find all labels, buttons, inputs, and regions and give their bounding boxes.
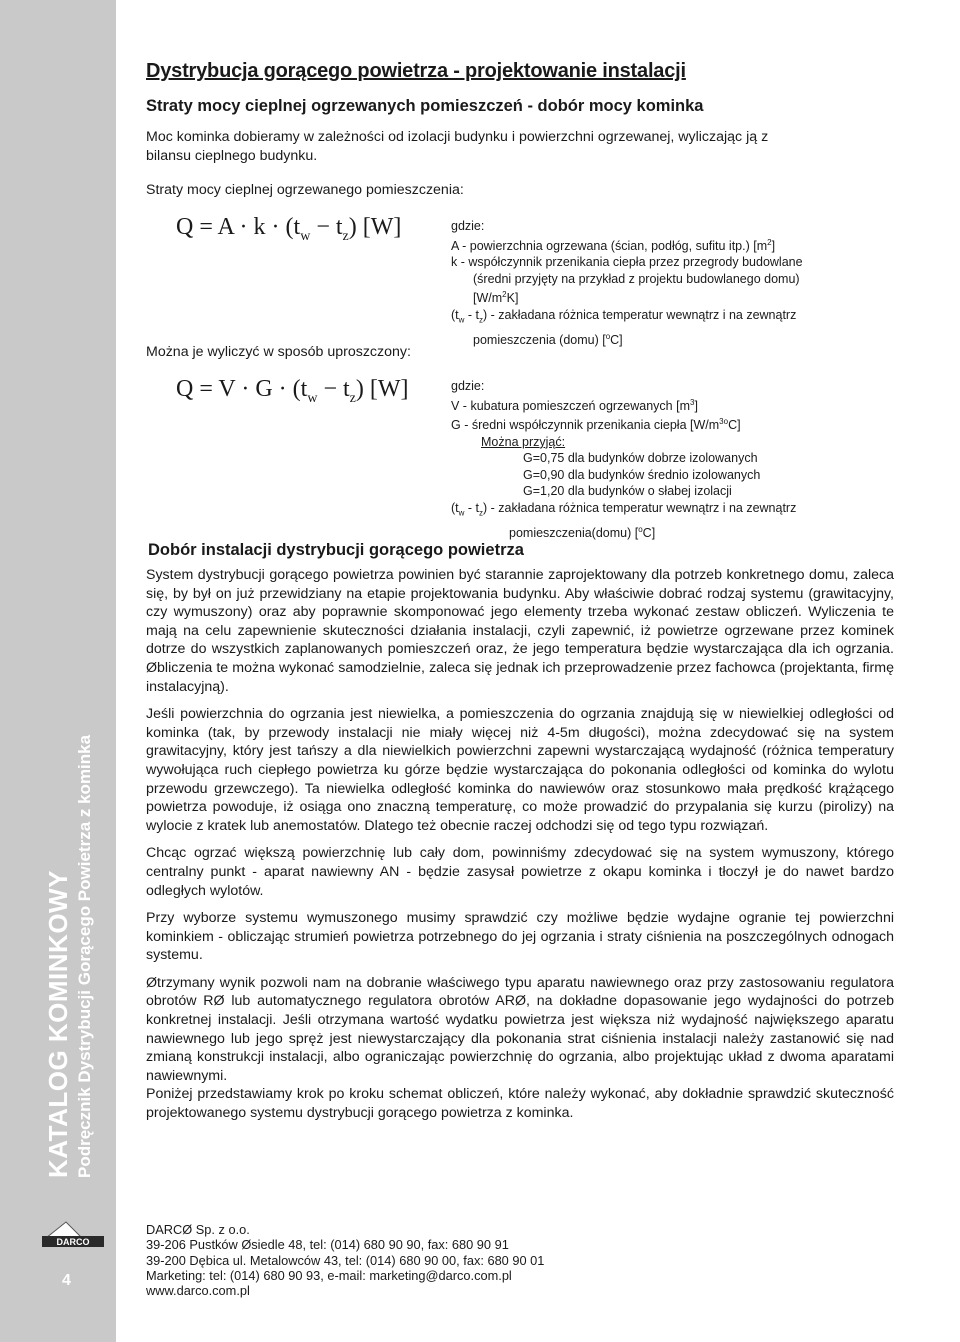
formula2-definitions: gdzie: V - kubatura pomieszczeń ogrzewanych $[m^3]$ G - średni współczynnik przenikania ciepła $[W/m^{3o}C]$ Można przyjąć: G=0,75 dla budynków dobrze izolowanych G=0,90 dla budynków średnio izolowanych G=1,20 dla budynków o słabej izolacji $(t_w - t_z)$ - zakładana różnica temperatur wewnątrz i na zewnątrz pomieszczenia(domu) [$^o$C]: [451, 379, 797, 540]
footer-marketing: Marketing: tel: (014) 680 90 93, e-mail: marketing@darco.com.pl: [146, 1267, 512, 1283]
logo-text: DARCO: [56, 1237, 90, 1247]
body-paragraph: Chcąc ogrzać większą powierzchnię lub cały dom, powinniśmy zdecydować się na system wymuszony, którego centralny punkt - aparat nawiewny AN - będzie zasysał powietrze z okapu kominka i tłoczył je do nawet bardzo odległych wylotów.: [146, 845, 894, 899]
footer-address-1: 39-206 Pustków Øsiedle 48, tel: (014) 680 90 90, fax: 680 90 91: [146, 1237, 509, 1253]
simplified-label: Można je wyliczyć w sposób uproszczony:: [146, 344, 411, 360]
footer-address-2: 39-200 Dębica ul. Metalowców 43, tel: (014) 680 90 00, fax: 680 90 01: [146, 1252, 545, 1268]
body-paragraph: Jeśli powierzchnia do ogrzania jest niewielka, a pomieszczenia do ogrzania znajdują się w niewielkiej odległości od kominka (tak, by przewody instalacji nie miały więcej niż 4-5m długości), można zdecydować się na system grawitacyjny, który jest tańszy a dla niewielkich powierzchni zapewni wystarczającą wydajność (różnica temperatury wywołująca ruch ciepłego powietrza ku górze będzie wystarczająca do pokonania odległości od kominka do wylotu przewodu grzewczego). Ta niewielka odległość kominka do nawiewów oraz stosunkowo mała prędkość krążącego powietrza powoduje, iż osiąga ono znaczną temperaturę, co może prowadzić do przypalania się kurzu (pirolizy) na wylocie z kratek lub anemostatów. Dlatego też obecnie raczej odchodzi się od tego typu rozwiązań.: [146, 706, 894, 834]
formula-heat-loss-detailed: $Q = A \cdot k \cdot (t_w - t_z)$ [W]: [176, 214, 402, 244]
page-number: 4: [62, 1272, 71, 1289]
losses-label: Straty mocy cieplnej ogrzewanego pomieszczenia:: [146, 182, 464, 198]
footer-company: DARCØ Sp. z o.o.: [146, 1222, 250, 1237]
darco-logo: [38, 1218, 108, 1250]
page-title: Dystrybucja gorącego powietrza - projektowanie instalacji: [146, 60, 686, 82]
section-title-distribution: Dobór instalacji dystrybucji gorącego powietrza: [148, 541, 524, 559]
catalog-title: KATALOG KOMINKOWY: [43, 870, 73, 1178]
footer-website[interactable]: www.darco.com.pl: [146, 1283, 250, 1299]
intro-paragraph: Moc kominka dobieramy w zależności od izolacji budynku i powierzchni ogrzewanej, wyliczając ją z bilansu cieplnego budynku.: [146, 129, 769, 164]
footer-contact: [146, 1222, 544, 1298]
formula-heat-loss-simplified: $Q = V \cdot G \cdot (t_w - t_z)$ [W]: [176, 376, 409, 406]
body-paragraph: Øtrzymany wynik pozwoli nam na dobranie właściwego typu aparatu nawiewnego oraz przy zastosowaniu regulatora obrotów RØ lub automatycznego regulatora obrotów ARØ, na dokładne dopasowanie jego wydajności do potrzeb konkretnej instalacji. Jeśli otrzymana wartość wydatku powietrza jest większa niż wydajność największego aparatu nawiewnego lub jego spręż jest niewystarczający dla pokonania strat ciśnienia instalacji należy zastanowić się nad zmianą konstrukcji instalacji, albo ograniczając powierzchnię do ogrzania, albo projektując układ z dwoma aparatami nawiewnymi.: [146, 974, 894, 1084]
body-paragraph: Przy wyborze systemu wymuszonego musimy sprawdzić czy możliwe będzie wydajne ogranie tej powierzchni kominkiem - obliczając strumień powietrza potrzebnego do jej ogrzania i straty ciśnienia na poszczególnych odnogach systemu.: [146, 910, 894, 964]
page-subtitle: Straty mocy cieplnej ogrzewanych pomieszczeń - dobór mocy kominka: [146, 97, 704, 115]
body-paragraph: System dystrybucji gorącego powietrza powinien być starannie zaprojektowany dla potrzeb konkretnego domu, zaleca się, by był on już przewidziany na etapie projektowania budynku. Aby właściwie dobrać rodzaj systemu (grawitacyjny, czy wymuszony) oraz aby poprawnie skomponować jego elementy trzeba wykonać zestaw obliczeń. Wyliczenia te mają na celu zapewnienie skuteczności działania instalacji, czyli zapewnić, iż powietrze ogrzewane przez kominek dotrze do wszystkich zaplanowanych pomieszczeń oraz, że jego temperatura będzie wystarczająca dla ich ogrzania. Øbliczenia te można wykonać samodzielnie, zaleca się jednak ich przeprowadzenie przez fachowca (projektanta, firmę instalacyjną).: [146, 567, 894, 695]
section-body: [146, 566, 894, 1132]
body-paragraph: Poniżej przedstawiamy krok po kroku schemat obliczeń, które należy wykonać, aby dokładnie sprawdzić skuteczność projektowanego systemu dystrybucji gorącego powietrza z kominka.: [146, 1086, 894, 1122]
catalog-subtitle: Podręcznik Dystrybucji Gorącego Powietrza z kominka: [75, 734, 94, 1178]
formula1-definitions: gdzie: A - powierzchnia ogrzewana (ścian, podłóg, sufitu itp.) $[m^2]$ k - współczynnik przenikania ciepła przez przegrody budowlane (średni przyjęty na przykład z projektu budowlanego domu) $[W/m^2K]$ $(t_w - t_z)$ - zakładana różnica temperatur wewnątrz i na zewnątrz pomieszczenia (domu) [$^o$C]: [451, 219, 803, 347]
sidebar-title: [44, 658, 124, 1178]
